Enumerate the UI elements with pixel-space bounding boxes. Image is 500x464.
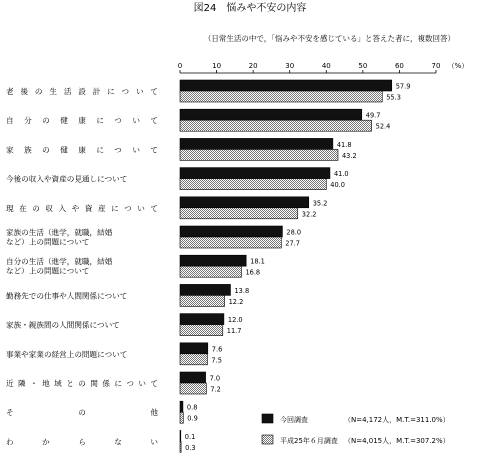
data-label: 55.3 bbox=[386, 93, 401, 102]
x-tick-label: 0 bbox=[177, 62, 183, 70]
bar-current bbox=[180, 401, 183, 412]
bar-current bbox=[180, 138, 333, 149]
bars bbox=[180, 80, 392, 452]
legend-note: （N=4,015人，M.T.=307.2%） bbox=[344, 437, 450, 445]
bar-previous bbox=[180, 412, 183, 423]
data-label: 52.4 bbox=[375, 122, 391, 131]
bar-previous bbox=[180, 295, 225, 306]
data-label: 11.7 bbox=[226, 327, 242, 336]
category-labels bbox=[6, 86, 158, 446]
legend-swatch bbox=[262, 435, 273, 444]
data-label: 7.2 bbox=[210, 385, 221, 394]
x-tick-label: 40 bbox=[321, 62, 331, 70]
data-label: 0.9 bbox=[187, 414, 198, 423]
category-label: 家族・親族間の人間関係について bbox=[6, 320, 120, 330]
category-label: など）上の問題について bbox=[6, 237, 90, 247]
x-tick-label: 30 bbox=[285, 62, 295, 70]
legend-label: 今回調査 bbox=[280, 416, 308, 424]
category-label: その他 bbox=[6, 408, 158, 418]
category-label: など）上の問題について bbox=[6, 266, 90, 276]
category-label: 現在の収入や資産について bbox=[6, 203, 158, 213]
data-label: 35.2 bbox=[312, 199, 328, 208]
bar-current bbox=[180, 284, 230, 295]
x-tick-label: 50 bbox=[358, 62, 368, 70]
bar-previous bbox=[180, 120, 372, 131]
data-label: 18.1 bbox=[250, 257, 265, 266]
bar-current bbox=[180, 80, 392, 91]
data-label: 41.0 bbox=[333, 170, 349, 179]
data-label: 40.0 bbox=[330, 181, 345, 190]
data-label: 0.3 bbox=[185, 443, 196, 452]
chart-title: 図24 悩みや不安の内容 bbox=[193, 3, 307, 14]
data-label: 7.6 bbox=[211, 345, 223, 354]
bar-current bbox=[180, 168, 330, 179]
bar-previous bbox=[180, 325, 223, 336]
bar-current bbox=[180, 314, 224, 325]
chart-subtitle: （日常生活の中で，「悩みや不安を感じている」と答えた者に，複数回答） bbox=[203, 34, 455, 43]
bar-previous bbox=[180, 383, 206, 394]
x-axis-unit: （%） bbox=[447, 62, 469, 70]
data-label: 7.0 bbox=[209, 374, 221, 383]
data-label: 43.2 bbox=[341, 151, 357, 160]
bar-current bbox=[180, 226, 282, 237]
category-label: 自分の健康について bbox=[6, 116, 158, 126]
bar-current bbox=[180, 372, 206, 383]
category-label: 近隣・地域との関係について bbox=[6, 379, 158, 388]
legend-label: 平成25年６月調査 bbox=[280, 437, 338, 445]
data-label: 57.9 bbox=[395, 82, 411, 91]
bar-current bbox=[180, 255, 246, 266]
bar-current bbox=[180, 197, 309, 208]
x-tick-label: 20 bbox=[248, 62, 258, 70]
data-label: 32.2 bbox=[301, 210, 317, 219]
category-label: 事業や家業の経営上の問題について bbox=[6, 349, 128, 359]
category-label: 家族の健康について bbox=[6, 145, 158, 155]
bar-previous bbox=[180, 91, 382, 102]
category-label: 自分の生活（進学，就職，結婚 bbox=[6, 257, 113, 267]
data-label: 16.8 bbox=[245, 268, 261, 277]
data-label: 28.0 bbox=[286, 228, 302, 237]
data-label: 41.8 bbox=[336, 140, 352, 149]
data-label: 13.8 bbox=[234, 286, 250, 295]
data-label: 49.7 bbox=[365, 111, 381, 120]
legend-note: （N=4,172人，M.T.=311.0%） bbox=[344, 416, 450, 424]
data-label: 0.8 bbox=[186, 403, 198, 412]
data-label: 0.1 bbox=[184, 432, 196, 441]
category-label: 家族の生活（進学，就職，結婚 bbox=[6, 228, 113, 237]
bar-current bbox=[180, 343, 208, 354]
bar-current bbox=[180, 109, 362, 120]
legend-swatch bbox=[262, 414, 273, 423]
bar-previous bbox=[180, 354, 207, 365]
bar-previous bbox=[180, 237, 281, 248]
x-axis bbox=[178, 62, 469, 73]
data-label: 12.2 bbox=[228, 297, 244, 306]
bar-previous bbox=[180, 441, 181, 452]
bar-previous bbox=[180, 208, 298, 219]
data-label: 12.0 bbox=[227, 316, 243, 325]
x-tick-label: 10 bbox=[212, 62, 222, 70]
data-label: 7.5 bbox=[211, 356, 222, 365]
bar-previous bbox=[180, 179, 326, 190]
category-label: 勤務先での仕事や人間関係について bbox=[6, 291, 128, 301]
bar-current bbox=[180, 430, 181, 441]
data-label: 27.7 bbox=[285, 239, 300, 248]
x-tick-label: 70 bbox=[431, 62, 441, 70]
bar-previous bbox=[180, 149, 338, 160]
bar-previous bbox=[180, 266, 241, 277]
category-label: 老後の生活設計について bbox=[6, 87, 158, 96]
category-label: 今後の収入や資産の見通しについて bbox=[6, 174, 128, 184]
category-label: わからない bbox=[6, 437, 158, 447]
legend bbox=[262, 414, 450, 446]
x-tick-label: 60 bbox=[394, 62, 404, 70]
